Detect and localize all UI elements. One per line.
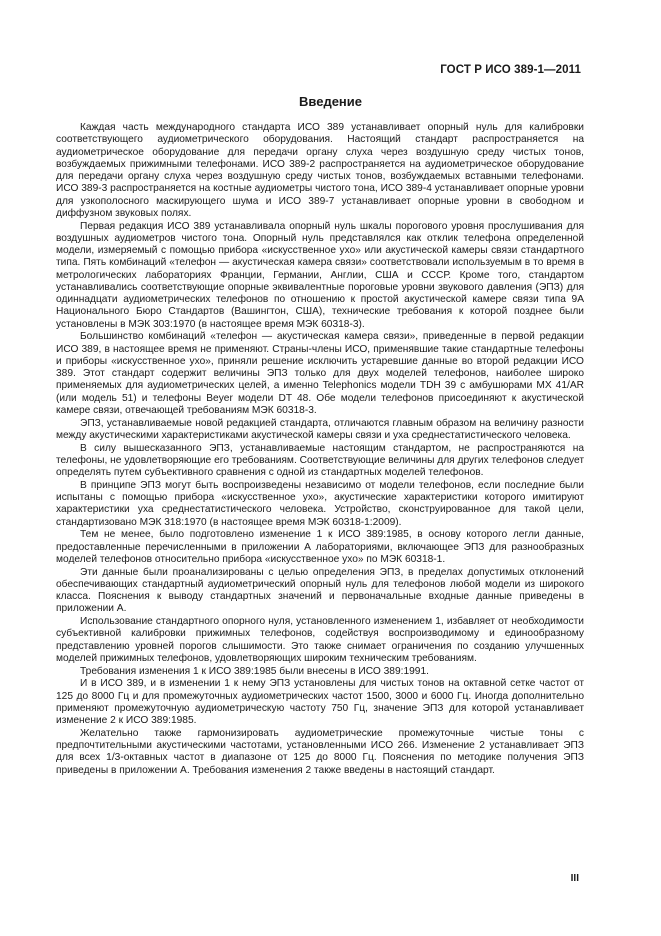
paragraph-9: Использование стандартного опорного нуля, установленного изменением 1, избавляет от необходимости субъективной калибровки прижимных телефонов, содействуя воспроизводимому и единообразному представлению уровней порогов слышимости. Это также снимает ограничения по созданию улучшенных моделей прижимных телефонов, удовлетворяющих широким техническим требованиям. [56, 616, 584, 664]
page-number: III [570, 873, 579, 884]
document-id-header: ГОСТ Р ИСО 389-1—2011 [440, 64, 581, 76]
paragraph-11: И в ИСО 389, и в изменении 1 к нему ЭПЗ установлены для чистых тонов на октавной сетке частот от 125 до 8000 Гц и для промежуточных аудиометрических частот 1500, 3000 и 6000 Гц. Иногда дополнительно применяют промежуточную аудиометрическую частоту 750 Гц, значение ЭПЗ для которой устанавливает изменение 2 к ИСО 389:1985. [56, 678, 584, 726]
section-title: Введение [299, 94, 362, 109]
paragraph-12: Желательно также гармонизировать аудиометрические промежуточные чистые тоны с предпочтительными акустическими частотами, установленными ИСО 266. Изменение 2 устанавливает ЭПЗ для всех 1/3-октавных частот в диапазоне от 125 до 8000 Гц. Пояснения по методике получения ЭПЗ приведены в приложении А. Требования изменения 2 также введены в настоящий стандарт. [56, 727, 584, 776]
paragraph-10: Требования изменения 1 к ИСО 389:1985 были внесены в ИСО 389:1991. [80, 665, 429, 677]
paragraph-6: В принципе ЭПЗ могут быть воспроизведены независимо от модели телефонов, если последние были испытаны с помощью прибора «искусственное ухо», акустические характеристики которого имитируют характеристики уха среднестатистического человека. Устройство, сконструированное для такой цели, стандартизовано МЭК 318:1970 (в настоящее время МЭК 60318-1:2009). [56, 479, 584, 528]
paragraph-3: Большинство комбинаций «телефон — акустическая камера связи», приведенные в первой редакции ИСО 389, в настоящее время не применяют. Страны-члены ИСО, применявшие такие стандартные телефоны и приборы «искусственное ухо», приняли решение исключить устаревшие данные во второй редакции ИСО 389. Этот стандарт содержит величины ЭПЗ только для двух моделей телефонов, наиболее широко применяемых для аудиометрических целей, а именно Telephonics модели TDH 39 с амбушюрами MX 41/AR (или модель 51) и телефоны Beyer модели DT 48. Обе модели телефонов присоединяют к акустической камере связи, отвечающей требованиям МЭК 60318-3. [56, 331, 584, 416]
paragraph-7: Тем не менее, было подготовлено изменение 1 к ИСО 389:1985, в основу которого легли данные, предоставленные перечисленными в приложении А лабораториями, включающее ЭПЗ для разнообразных моделей телефонов относительно прибора «искусственное ухо» по МЭК 60318-1. [56, 529, 584, 565]
paragraph-2: Первая редакция ИСО 389 устанавливала опорный нуль шкалы порогового уровня прослушивания для воздушных аудиометров чистого тона. Опорный нуль представлялся как отклик телефона определенной модели, измеряемый с помощью прибора «искусственное ухо» или акустической камеры связи стандартного типа. Пять комбинаций «телефон — акустическая камера связи» соответствовали используемым в то время в метрологических лабораториях Франции, Германии, Англии, США и СССР. Кроме того, стандартом устанавливались соответствующие опорные эквивалентные пороговые уровни звукового давления (ЭПЗ) для одиннадцати аудиометрических телефонов по отношению к простой акустической камере связи типа 9А Национального Бюро Стандартов (Вашингтон, США), технические требования к которой позднее были установлены в МЭК 303:1970 (в настоящее время МЭК 60318-3). [56, 220, 584, 330]
paragraph-4: ЭПЗ, устанавливаемые новой редакцией стандарта, отличаются главным образом на величину разности между акустическими характеристиками акустической камеры связи и уха среднестатистического человека. [56, 417, 584, 441]
paragraph-1: Каждая часть международного стандарта ИСО 389 устанавливает опорный нуль для калибровки соответствующего аудиометрического оборудования. Настоящий стандарт распространяется на аудиометрическое оборудование для передачи органу слуха через воздушную среду чистых тонов, возбуждаемых прижимными телефонами. ИСО 389-2 распространяется на аудиометрическое оборудование для передачи органу слуха через воздушную среду чистых тонов, возбуждаемых вставными телефонами. ИСО 389-3 распространяется на костные аудиометры чистого тона, ИСО 389-4 устанавливает опорные уровни для узкополосного маскирующего шума и ИСО 389-7 устанавливает опорные уровни в свободном и диффузном звуковых полях. [56, 122, 584, 219]
paragraph-8: Эти данные были проанализированы с целью определения ЭПЗ, в пределах допустимых отклонений обеспечивающих стандартный аудиометрический опорный нуль для телефонов любой модели из широкого класса. Пояснения к выводу стандартных значений и первоначальные входные данные приведены в приложении А. [56, 566, 584, 615]
body-text [56, 122, 584, 777]
paragraph-5: В силу вышесказанного ЭПЗ, устанавливаемые настоящим стандартом, не распространяются на телефоны, не удовлетворяющие его требованиям. Соответствующие величины для других телефонов следует определять путем субъективного сравнения с одной из стандартных моделей телефонов. [56, 442, 584, 478]
